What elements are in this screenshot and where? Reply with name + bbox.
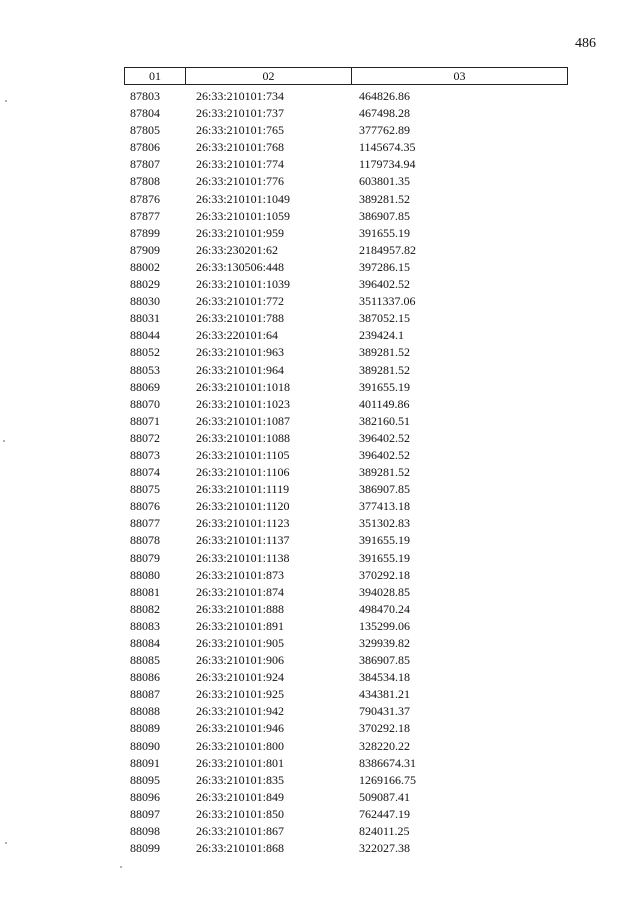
row-number-cell: 88030	[130, 294, 160, 309]
value-cell: 401149.86	[359, 396, 410, 411]
table-row	[124, 584, 568, 601]
cadastral-number-cell: 26:33:210101:1120	[196, 499, 290, 514]
row-number-cell: 88078	[130, 533, 160, 548]
cadastral-number-cell: 26:33:210101:737	[196, 106, 285, 121]
table-row	[124, 498, 568, 515]
value-cell: 762447.19	[359, 806, 410, 821]
table-row	[124, 618, 568, 635]
row-number-cell: 88079	[130, 550, 160, 565]
table-row	[124, 840, 568, 857]
column-header-03: 03	[453, 69, 466, 83]
value-cell: 370292.18	[359, 721, 410, 736]
row-number-cell: 87899	[130, 225, 160, 240]
scan-speck	[5, 842, 7, 844]
cadastral-number-cell: 26:33:210101:1088	[196, 430, 291, 445]
cadastral-number-cell: 26:33:210101:1059	[196, 208, 291, 223]
row-number-cell: 88073	[130, 447, 160, 462]
cadastral-number-cell: 26:33:210101:1039	[196, 277, 291, 292]
value-cell: 389281.52	[359, 345, 410, 360]
value-cell: 386907.85	[359, 482, 410, 497]
cadastral-number-cell: 26:33:130506:448	[196, 259, 285, 274]
row-number-cell: 87804	[130, 106, 160, 121]
table-row	[124, 823, 568, 840]
table-row	[124, 789, 568, 806]
cadastral-number-cell: 26:33:210101:868	[196, 841, 285, 856]
table-row	[124, 208, 568, 225]
cadastral-number-cell: 26:33:210101:946	[196, 721, 285, 736]
table-row	[124, 225, 568, 242]
value-cell: 391655.19	[359, 379, 410, 394]
cadastral-number-cell: 26:33:210101:1087	[196, 413, 291, 428]
table-row	[124, 310, 568, 327]
cadastral-number-cell: 26:33:210101:906	[196, 653, 285, 668]
cadastral-number-cell: 26:33:210101:1137	[196, 533, 290, 548]
table-header	[124, 67, 568, 85]
cadastral-number-cell: 26:33:210101:964	[196, 362, 285, 377]
cadastral-number-cell: 26:33:210101:1049	[196, 191, 291, 206]
value-cell: 3511337.06	[359, 294, 416, 309]
value-cell: 377762.89	[359, 123, 410, 138]
value-cell: 391655.19	[359, 225, 410, 240]
value-cell: 790431.37	[359, 704, 410, 719]
row-number-cell: 88098	[130, 824, 160, 839]
cadastral-number-cell: 26:33:210101:888	[196, 601, 285, 616]
cadastral-number-cell: 26:33:210101:924	[196, 670, 285, 685]
value-cell: 386907.85	[359, 208, 410, 223]
table-row	[124, 344, 568, 361]
row-number-cell: 88002	[130, 259, 160, 274]
row-number-cell: 88082	[130, 601, 160, 616]
row-number-cell: 87806	[130, 140, 160, 155]
scan-speck	[3, 440, 5, 442]
row-number-cell: 87909	[130, 242, 160, 257]
value-cell: 329939.82	[359, 636, 410, 650]
row-number-cell: 88029	[130, 277, 160, 292]
table-row	[124, 293, 568, 310]
cadastral-number-cell: 26:33:210101:772	[196, 294, 285, 309]
cadastral-number-cell: 26:33:210101:925	[196, 687, 285, 702]
table-row	[124, 276, 568, 293]
row-number-cell: 88074	[130, 465, 160, 480]
value-cell: 391655.19	[359, 533, 410, 548]
cadastral-number-cell: 26:33:210101:850	[196, 806, 285, 821]
cadastral-number-cell: 26:33:210101:774	[196, 157, 285, 172]
row-number-cell: 88077	[130, 516, 160, 531]
value-cell: 351302.83	[359, 516, 410, 531]
value-cell: 389281.52	[359, 362, 410, 377]
row-number-cell: 88070	[130, 396, 160, 411]
value-cell: 328220.22	[359, 738, 410, 753]
table-row	[124, 413, 568, 430]
value-cell: 370292.18	[359, 567, 410, 582]
value-cell: 467498.28	[359, 106, 410, 121]
row-number-cell: 87876	[130, 191, 160, 206]
row-number-cell: 88085	[130, 653, 160, 668]
row-number-cell: 88044	[130, 328, 160, 343]
value-cell: 396402.52	[359, 277, 410, 292]
row-number-cell: 88081	[130, 584, 160, 599]
table-row	[124, 635, 568, 652]
value-cell: 509087.41	[359, 789, 410, 804]
value-cell: 498470.24	[359, 601, 410, 616]
table-row	[124, 686, 568, 703]
table-row	[124, 430, 568, 447]
table-row	[124, 122, 568, 139]
value-cell: 8386674.31	[359, 755, 416, 770]
row-number-cell: 88071	[130, 413, 160, 428]
row-number-cell: 88091	[130, 755, 160, 770]
table-row	[124, 105, 568, 122]
value-cell: 397286.15	[359, 259, 410, 274]
cadastral-number-cell: 26:33:230201:62	[196, 242, 279, 257]
value-cell: 603801.35	[359, 174, 410, 189]
value-cell: 434381.21	[359, 687, 410, 702]
cadastral-number-cell: 26:33:210101:1023	[196, 396, 291, 411]
table-row	[124, 720, 568, 737]
value-cell: 1269166.75	[359, 772, 416, 787]
row-number-cell: 87805	[130, 123, 160, 138]
value-cell: 389281.52	[359, 191, 410, 206]
cadastral-number-cell: 26:33:210101:959	[196, 225, 285, 240]
table-row	[124, 515, 568, 532]
value-cell: 1179734.94	[359, 157, 416, 172]
table-row	[124, 191, 568, 208]
value-cell: 2184957.82	[359, 242, 416, 257]
table-row	[124, 362, 568, 379]
table-row	[124, 242, 568, 259]
row-number-cell: 87803	[130, 89, 160, 103]
data-table	[124, 67, 568, 857]
row-number-cell: 88086	[130, 670, 160, 685]
table-row	[124, 259, 568, 276]
row-number-cell: 88095	[130, 772, 160, 787]
table-row	[124, 447, 568, 464]
page-number: 486	[575, 36, 596, 51]
table-row	[124, 669, 568, 686]
cadastral-number-cell: 26:33:210101:849	[196, 789, 285, 804]
column-header-01: 01	[125, 68, 186, 84]
cadastral-number-cell: 26:33:210101:1119	[196, 482, 290, 497]
cadastral-number-cell: 26:33:220101:64	[196, 328, 279, 343]
table-row	[124, 772, 568, 789]
row-number-cell: 88076	[130, 499, 160, 514]
table-row	[124, 88, 568, 105]
cadastral-number-cell: 26:33:210101:1018	[196, 379, 291, 394]
row-number-cell: 88075	[130, 482, 160, 497]
table-row	[124, 738, 568, 755]
cadastral-number-cell: 26:33:210101:874	[196, 584, 285, 599]
table-row	[124, 532, 568, 549]
row-number-cell: 88080	[130, 567, 160, 582]
value-cell: 389281.52	[359, 465, 410, 480]
value-cell: 387052.15	[359, 311, 410, 326]
cadastral-number-cell: 26:33:210101:734	[196, 89, 285, 103]
table-row	[124, 173, 568, 190]
row-number-cell: 88083	[130, 618, 160, 633]
column-header-02: 02	[186, 68, 352, 84]
value-cell: 135299.06	[359, 618, 410, 633]
cadastral-number-cell: 26:33:210101:801	[196, 755, 285, 770]
table-row	[124, 567, 568, 584]
cadastral-number-cell: 26:33:210101:942	[196, 704, 285, 719]
table-row	[124, 464, 568, 481]
value-cell: 396402.52	[359, 430, 410, 445]
cadastral-number-cell: 26:33:210101:776	[196, 174, 285, 189]
cadastral-number-cell: 26:33:210101:1123	[196, 516, 290, 531]
cadastral-number-cell: 26:33:210101:765	[196, 123, 285, 138]
table-row	[124, 806, 568, 823]
scan-speck	[5, 100, 7, 102]
table-row	[124, 755, 568, 772]
cadastral-number-cell: 26:33:210101:891	[196, 618, 285, 633]
table-row	[124, 652, 568, 669]
row-number-cell: 88084	[130, 636, 160, 650]
value-cell: 384534.18	[359, 670, 410, 685]
table-row	[124, 139, 568, 156]
row-number-cell: 88087	[130, 687, 160, 702]
value-cell: 382160.51	[359, 413, 410, 428]
row-number-cell: 88096	[130, 789, 160, 804]
cadastral-number-cell: 26:33:210101:788	[196, 311, 285, 326]
value-cell: 391655.19	[359, 550, 410, 565]
row-number-cell: 87808	[130, 174, 160, 189]
cadastral-number-cell: 26:33:210101:1138	[196, 550, 290, 565]
cadastral-number-cell: 26:33:210101:963	[196, 345, 285, 360]
value-cell: 394028.85	[359, 584, 410, 599]
value-cell: 824011.25	[359, 824, 410, 839]
row-number-cell: 88090	[130, 738, 160, 753]
row-number-cell: 88088	[130, 704, 160, 719]
value-cell: 1145674.35	[359, 140, 416, 155]
value-cell: 386907.85	[359, 653, 410, 668]
cadastral-number-cell: 26:33:210101:1105	[196, 447, 290, 462]
row-number-cell: 88053	[130, 362, 160, 377]
row-number-cell: 88089	[130, 721, 160, 736]
cadastral-number-cell: 26:33:210101:800	[196, 738, 285, 753]
row-number-cell: 87877	[130, 208, 160, 223]
table-body	[124, 88, 568, 857]
row-number-cell: 88097	[130, 806, 160, 821]
cadastral-number-cell: 26:33:210101:873	[196, 567, 285, 582]
cadastral-number-cell: 26:33:210101:905	[196, 636, 285, 650]
row-number-cell: 88069	[130, 379, 160, 394]
scan-speck	[120, 866, 122, 868]
table-row	[124, 379, 568, 396]
table-row	[124, 550, 568, 567]
value-cell: 239424.1	[359, 328, 404, 343]
value-cell: 464826.86	[359, 89, 410, 103]
row-number-cell: 88031	[130, 311, 160, 326]
cadastral-number-cell: 26:33:210101:835	[196, 772, 285, 787]
row-number-cell: 88099	[130, 841, 160, 856]
table-row	[124, 396, 568, 413]
value-cell: 322027.38	[359, 841, 410, 856]
cadastral-number-cell: 26:33:210101:768	[196, 140, 285, 155]
cadastral-number-cell: 26:33:210101:1106	[196, 465, 290, 480]
row-number-cell: 88072	[130, 430, 160, 445]
table-row	[124, 156, 568, 173]
cadastral-number-cell: 26:33:210101:867	[196, 824, 285, 839]
table-row	[124, 601, 568, 618]
value-cell: 396402.52	[359, 447, 410, 462]
table-row	[124, 327, 568, 344]
table-row	[124, 703, 568, 720]
value-cell: 377413.18	[359, 499, 410, 514]
table-row	[124, 481, 568, 498]
row-number-cell: 88052	[130, 345, 160, 360]
row-number-cell: 87807	[130, 157, 160, 172]
